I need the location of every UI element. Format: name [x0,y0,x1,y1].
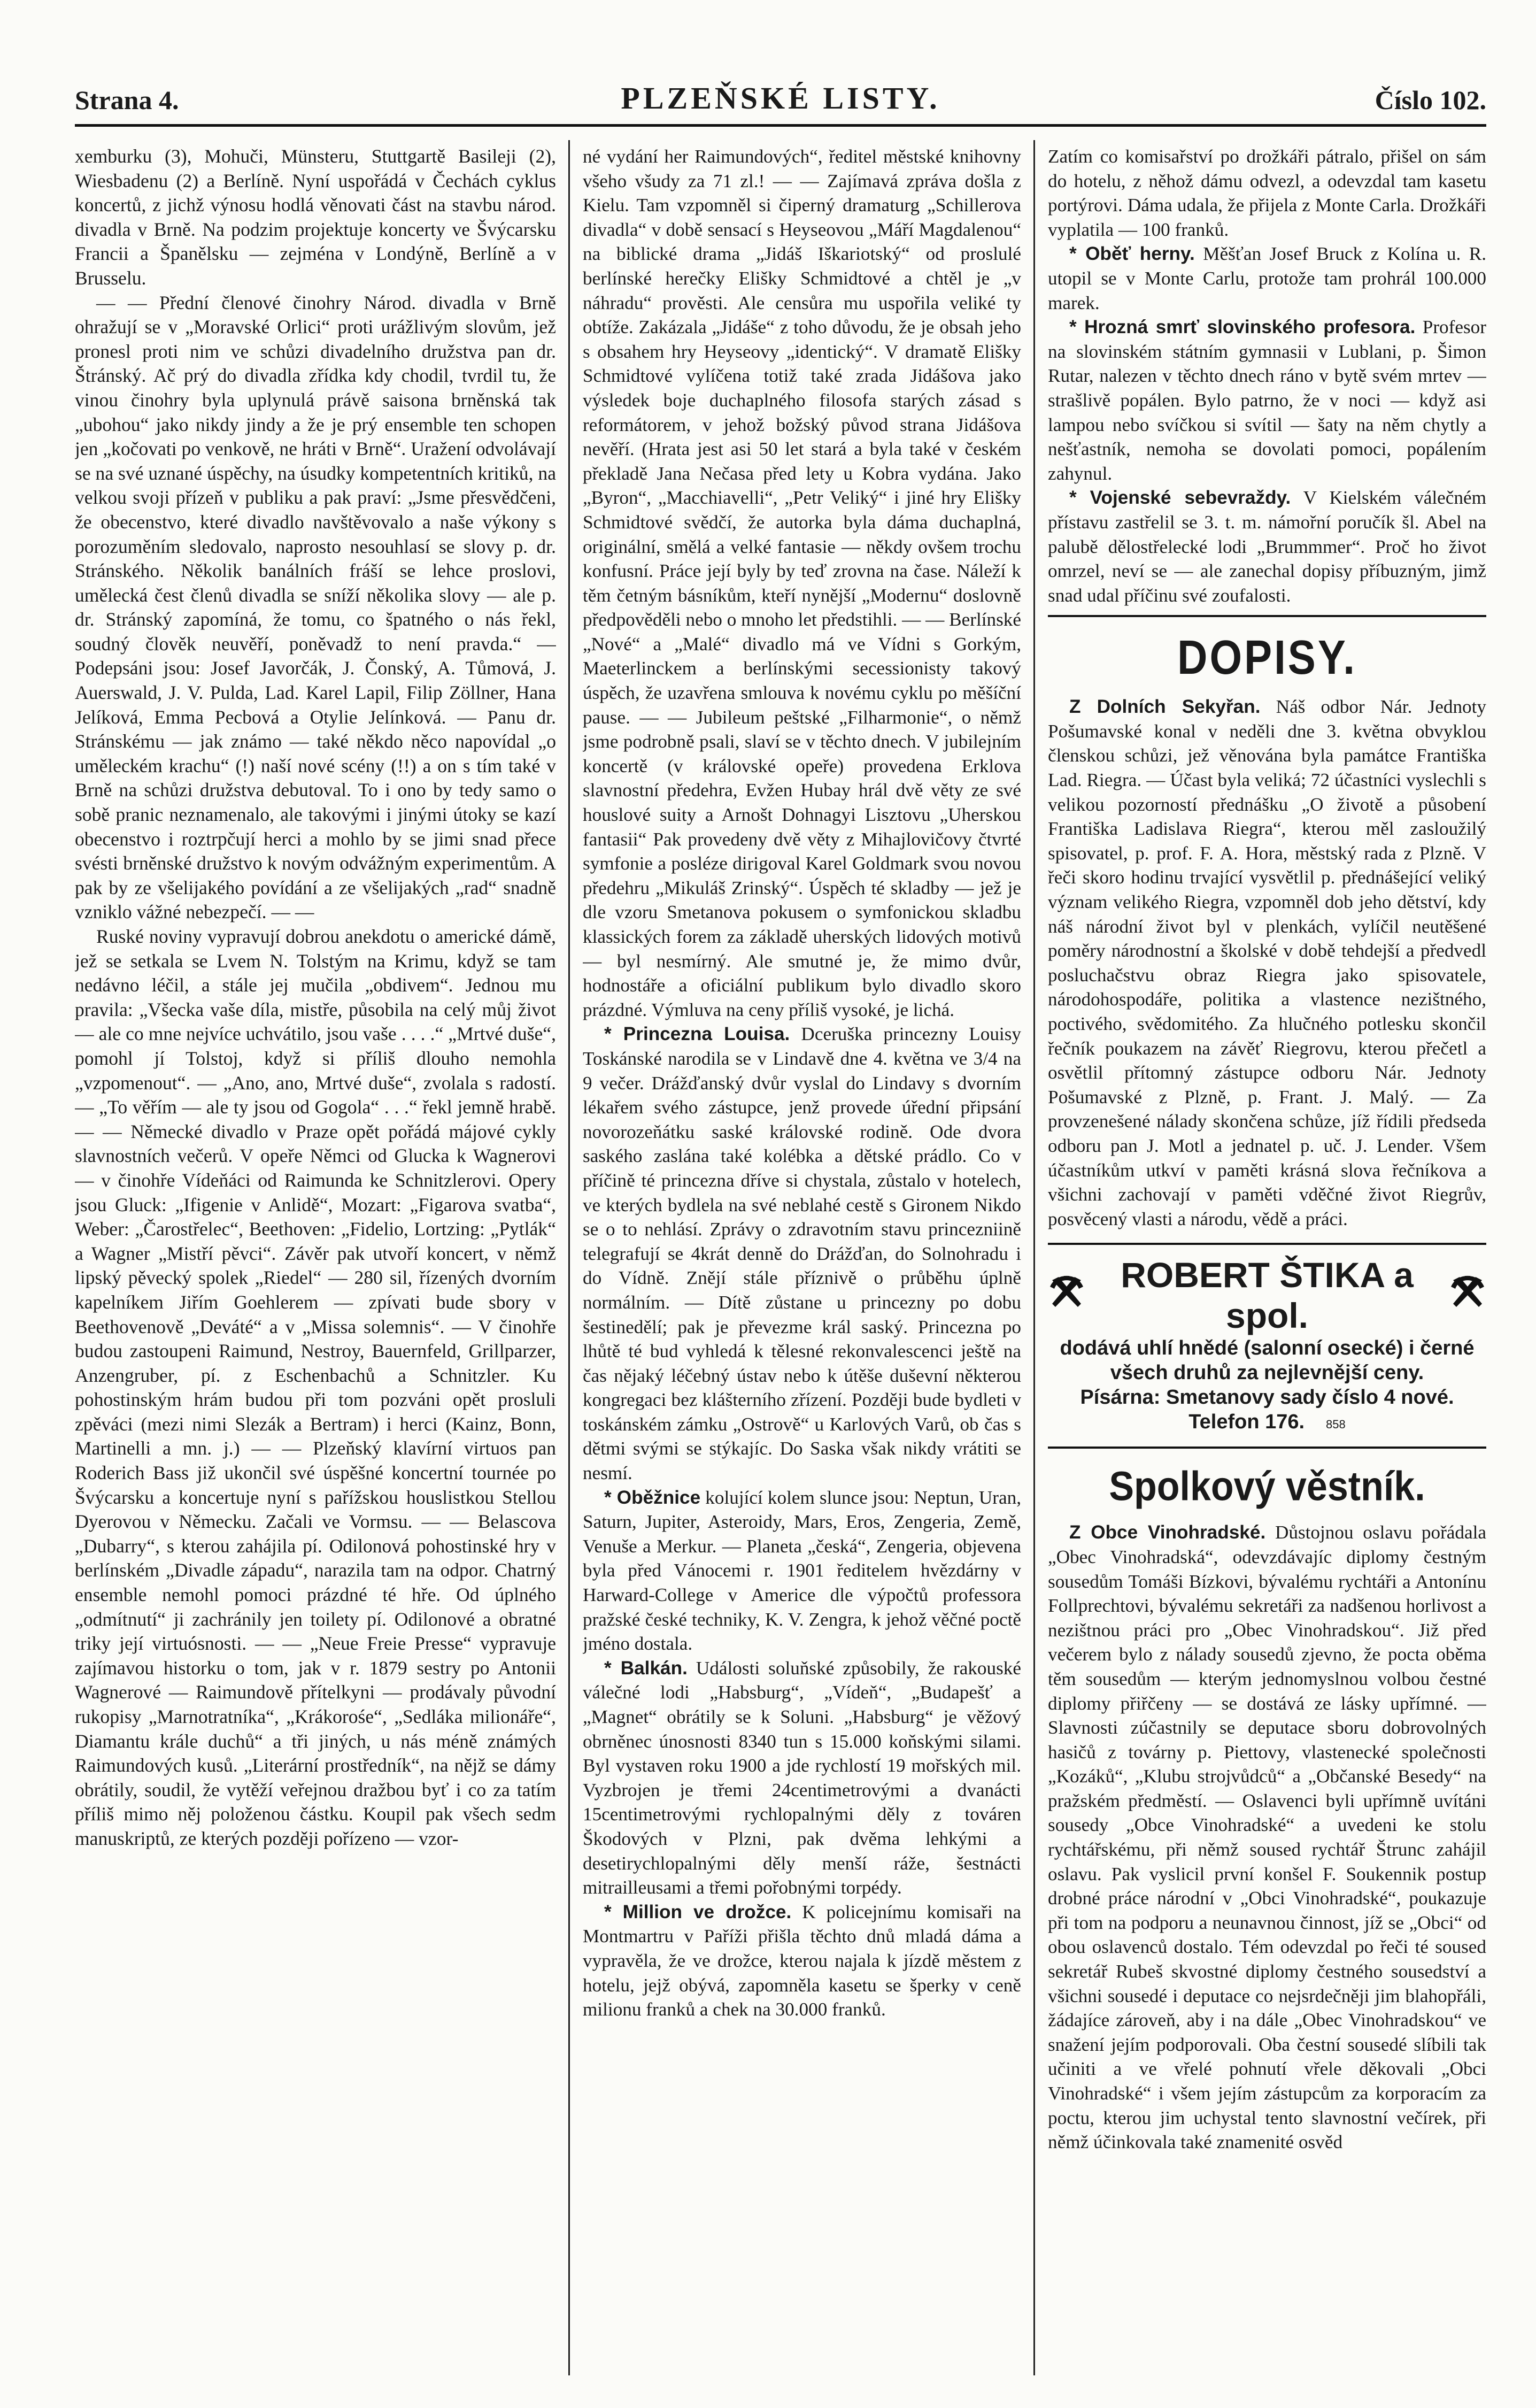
news-item-obeznice [583,1486,1021,1656]
club-text: Důstojnou oslavu pořádala „Obec Vinohradská“, odevzdávajíc diplomy čestným sousedům Tomáši Bízkovi, bývalému rychtáři a Antonínu Follprechtovi, bývalému sekretáři za nadšenou horlivost a nezištnou práci pro „Obec Vinohradskou“. Již před večerem bylo z nálady sousedů zjevno, že pocta oběma těm sousedům — kterým jednomyslnou volbou čestné diplomy přiřčeny — se dostává ze lásky upřímné. — Slavnosti zúčastnily se deputace sboru dobrovolných hasičů z továrny p. Piettovy, vlastenecké společnosti „Kozáků“, „Klubu strojvůdců“ a „Občanské Besedy“ na pražském předměstí. — Oslavenci byli upřímně uvítáni sousedy „Obce Vinohradské“ a uvedeni ke stolu rychtářskému, při němž soused rychtář Štrunc zahájil oslavu. Pak vyslicil první konšel F. Soukennik postup drobné práce národní v „Obci Vinohradské“, poukazuje při tom na podporu a neunavnou činnost, jíž se „Obci“ od obou oslavenců dostalo. Tém odevzdal po řeči té soused sekretář Rubeš skvostné diplomy čestného sousedství a všichni sousedé i deputace co nejsrdečněji jim blahopřáli, žádajíce zároveň, aby i na dále „Obec Vinohradskou“ ve snažení jejím podporovali. Oba čestní sousedé slíbili tak učiniti a ve vřelé pohnutí vřele děkovali „Obci Vinohradské“ i všem jejím zástupcům za korporacím za poctu, kterou jim uchystal tento slavnostní večírek, při němž účinkovala také znamenité osvěd [1048,1522,1486,2153]
hammer-pick-icon [1449,1273,1486,1318]
club-item [1048,1520,1486,2154]
letter-text: Náš odbor Nár. Jednoty Pošumavské konal v neděli dne 3. května obvyklou členskou schůzi, jež věnována byla památce Františka Lad. Riegra. — Účast byla veliká; 72 účastníci vyslechli s velikou pozorností přednášku „O životě a působení Františka Ladislava Riegra“, kterou měl zasloužilý spisovatel, p. prof. F. A. Hora, městský rada z Plzně. V řeči skoro hodinu trvající vysvětlil p. přednášející veliký význam velikého Riegra, vzpomněl dob jeho dětství, kdy náš národní život byl v plenkách, vylíčil neutěšené poměry národnostní a školské v době tehdejší a předvedl posluchačstvu obraz Riegra jako spisovatele, národohospodáře, politika a vlastence nezištného, poctivého, svědomitého. Za hlučného potlesku skončil řečník poukazem na závěť Riegrovu, kterou přečetl a osvětlil přítomný zástupce odboru Nár. Jednoty Pošumavské z Plzně, p. Frant. J. Malý. — Za provzenešené nálady skončena schůze, jíž řídili předseda odboru pan J. Motl a jednatel p. uč. J. Lender. Všem účastníkům utkví v paměti krásná slova řečníkova a všichni zachovají v paměti vděčné život Riegrův, posvěcený vlasti a národu, vědě a práci. [1048,696,1486,1229]
news-item-sebevrazdy [1048,486,1486,607]
club-heading: Z Obce Vinohradské. [1069,1522,1266,1543]
article-paragraph: — — Přední členové činohry Národ. divadla v Brně ohražují se v „Moravské Orlici“ proti urážlivým slovům, jež pronesl proti nim ve schůzi divadelního družstva pan dr. Štránský. Ač prý do divadla zřídka kdy chodil, tvrdil tu, že vinou činohry byla uplynulá právě saisona brněnská tak „ubohou“ jako nikdy jindy a že je prý ensemble ten schopen jen „kočovati po venkově, ne hráti v Brně“. Uražení odvolávají se na své uznané úspěchy, na úsudky kompetentních kritiků, na velkou svoji přízeň v publiku a pak praví: „Jsme přesvědčeni, že obecenstvo, které divadlo navštěvovalo a naše výkony s porozuměním sledovalo, naprosto nesouhlasí se slovy p. dr. Stránského. Několik banálních fráší se lehce proslovi, umělecká čest členů divadla se sníží několika slovy — ale p. dr. Stránský zapomíná, že tomu, co špatného o nás řekl, soudný člověk neuvěří, poněvadž to není pravda.“ — Podepsáni jsou: Josef Javorčák, J. Čonský, A. Tůmová, J. Auerswald, J. V. Pulda, Lad. Karel Lapil, Filip Zöllner, Hana Jelíková, Emma Pecbová a Otylie Jelínková. — Panu dr. Stránskému — jak známo — také někdo něco napovídal „o uměleckém krachu“ (!) naší nové scény (!!) a on s tím také v Brně na schůzi družstva debutoval. To i ono by tedy samo o sobě pranic neznamenalo, ale takovými i jinými útoky se kazí obecenstvo i roztrpčují herci a mohlo by se jimi snad přece svésti brněnské družstvo k novým odvážným experimentům. A pak by ze všelijakého povídání a ze všelijakých „rad“ snadně vzniklo vážné nebezpečí. — — [75,291,556,923]
hammer-pick-icon [1048,1273,1085,1318]
ad-phone: Telefon 176. [1188,1411,1305,1434]
news-item-million [583,1900,1021,2022]
ad-company-name: ROBERT ŠTIKA a spol. [1121,1255,1414,1336]
news-heading: * Hrozná smrť slovinského profesora. [1069,317,1416,338]
ad-company [1048,1255,1486,1336]
news-heading: * Oběť herny. [1069,243,1195,265]
article-paragraph: Zatím co komisařství po drožkáři pátralo, přišel on sám do hotelu, z něhož dámu odvezl, a odevzdal tam kasetu portýrovi. Dáma udala, že přijela z Monte Carla. Drožkáři vyplatila — 100 franků. [1048,146,1486,240]
news-item-profesor [1048,315,1486,486]
ad-line [1048,1410,1486,1437]
ad-line: Písárna: Smetanovy sady číslo 4 nové. [1080,1386,1454,1409]
page-number: Strana 4. [75,85,179,115]
ad-line: všech druhů za nejlevnější ceny. [1110,1361,1424,1384]
masthead [75,75,1486,123]
news-heading: * Million ve drožce. [604,1901,792,1922]
news-text: Dceruška princezny Louisy Toskánské narodila se v Lindavě dne 4. května ve 3/4 na 9 večer. Drážďanský dvůr vyslal do Lindavy s dvorním lékařem svého zástupce, jenž provede úřední připsání novorozeňátku saské královské rodině. Ode dvora saského zaslána také kolébka a dětské prádlo. Co v příčině té princezna dříve si chystala, zůstalo v hotelech, ve kterých bydlela na své neblahé cestě s Gironem Nikdo se o to nehlásí. Zprávy o zdravotním stavu princezniině telegrafují se 4krát denně do Drážďan, do Solnohradu i do Vídně. Znějí stále příznivě o průběhu úplně normálním. — Dítě zůstane u princezny po dobu šestinedělí; pak je převezme král saský. Princezna po lhůtě té bud vyhledá k tělesné rekonvalescenci ještě na čas nějaký léčebný ústav nebo k útěše duševní některou kongregaci bez klášterního zřízení. Později bude bydleti v toskánském zámku „Ostrově“ u Karlových Varů, ob čas s dětmi svými se stýkajíc. Do Saska však nikdy vrátiti se nesmí. [583,1024,1021,1484]
newspaper-title: PLZEŇSKÉ LISTY. [621,81,940,116]
news-item-balkan [583,1656,1021,1900]
article-paragraph: xemburku (3), Mohuči, Münsteru, Stuttgartě Basileji (2), Wiesbadenu (2) a Berlíně. Nyní uspořádá v Čechách cyklus koncertů, z jichž výnosu hodlá věnovati část na stavbu národ. divadla v Brně. Na podzim projektuje koncerty ve Švýcarsku Francii a Španělsku — zejména v Londýně, Berlíně a v Brusselu. [75,145,556,289]
column-divider [568,140,570,2375]
section-title-dopisy: DOPISY. [1177,630,1357,684]
article-paragraph: né vydání her Raimundových“, ředitel městské knihovny všeho všudy za 71 zl.! — — Zajímavá zpráva došla z Kielu. Tam vzpomněl si čiperný dramaturg „Schillerova divadla“ v době sensací s Heyseovou „Máří Magdalenou“ na biblické drama „Jidáš Iškariotský“ od proslulé berlínské herečky Elišky Schmidtové a chtěl je „v náhradu“ prověsti. Ale censůra mu uspořila veliké ty obtíže. Zakázala „Jidáše“ z toho důvodu, že je obsah jeho s obsahem hry Heyseovy „identický“. V dramatě Elišky Schmidtové vylíčena totiž také zrada Jidášova jako výsledek boje duchaplného filosofa starých zásad s reformátorem, v jehož božský původ strana Jidášova nevěří. (Hrata jest asi 50 let stará a byla také v českém překladě Jana Nečasa před lety u Kobra vydána. Jako „Byron“, „Macchiavelli“, „Petr Veliký“ i jiné hry Elišky Schmidtové svědčí, že autorka byla dáma duchaplná, originální, smělá a velké fantasie — někdy ovšem trochu konfusní. Práce její byly by teď zrovna na čase. Náleží k těm četným básníkům, kteří nynější „Modernu“ doslovně předpověděli nebo o mnoho let předstihli. — — Berlínské „Nové“ a „Malé“ divadlo má ve Vídni s Gorkým, Maeterlinckem a berlínskými secessionisty takový úspěch, že uzavřena smlouva k novému cyklu po měšíční pause. — — Jubileum peštské „Filharmonie“, o němž jsme podrobně psali, slaví se v těchto dnech. V jubilejním koncertě (v královské opeře) provedena Erklova slavnostní předehra, Evžen Hubay hrál dvě věty ze své houslové suity a Arnošt Dohnagyi Lisztovu „Uherskou fantasii“ Pak provedeny dvě věty z Mihajlovičovy čtvrté symfonie a posléze dirigoval Karel Goldmark svou novou předehru „Mikuláš Zrinský“. Úspěch té skladby — jež je dle vzoru Smetanova pokusem o symfonickou skladbu klassických forem za základě uherských lidových motivů — byl nesmírný. Ale smutné je, že mimo dvůr, hodnostáře a oficiální publikum bylo divadlo skoro prázdné. Výmluva na ceny příliš vysoké, je lichá. [583,146,1021,1020]
column-2 [583,144,1021,2374]
section-title-spolkovy: Spolkový věstník. [1109,1463,1425,1510]
news-text: kolující kolem slunce jsou: Neptun, Uran, Saturn, Jupiter, Asteroidy, Mars, Eros, Zengeria, Země, Venuše a Merkur. — Planeta „česká“, Zengeria, objevena byla před Vánocemi r. 1901 ředitelem hvězdárny v Harward-College v Americe dle výpočtů professora pražské české techniky, K. V. Zengra, k jehož věčné poctě jméno dostala. [583,1487,1021,1655]
column-3 [1048,144,1486,2374]
ad-line: dodává uhlí hnědé (salonní osecké) i černé [1060,1337,1475,1360]
issue-number: Číslo 102. [1375,85,1486,115]
column-1 [75,144,556,2374]
letter-heading: Z Dolních Sekyřan. [1069,696,1261,718]
news-item-herna [1048,242,1486,315]
news-text: Události soluňské způsobily, že rakouské válečné lodi „Habsburg“, „Vídeň“, „Budapešť a „Magnet“ obrátily se k Soluni. „Habsburg“ je věžový obrněnec únosnosti 8340 tun s 15.000 koňskými silami. Byl vystaven roku 1900 a jde rychlostí 19 mořských mil. Vyzbrojen je třemi 24centimetrovými a dvanácti 15centimetrovými rychlopalnými děly z továren Škodových v Plzni, pak dvěma lehkými a desetirychlopalnými děly menší ráže, šestnácti mitrailleusami a třemi pořobnými torpédy. [583,1657,1021,1898]
news-text: Měšťan Josef Bruck z Kolína u. R. utopil se v Monte Carlu, protože tam prohrál 100.000 marek. [1048,243,1486,313]
article-paragraph: Ruské noviny vypravují dobrou anekdotu o americké dámě, jež se setkala se Lvem N. Tolstým na Krimu, když se tam nedávno léčil, a stále jej mučila „obdivem“. Jednou mu pravila: „Všecka vaše díla, mistře, působila na celý můj život — ale co mne nejvíce uchvátilo, jsou vaše . . . .“ „Mrtvé duše“, pomohl jí Tolstoj, když si příliš dlouho nemohla „vzpomenout“. — „Ano, ano, Mrtvé duše“, zvolala s radostí. — „To věřím — ale ty jsou od Gogola“ . . .“ řekl jemně hrabě. — — Německé divadlo v Praze opět pořádá májové cykly slavnostních večerů. V opeře Němci od Glucka k Wagnerovi — v činohře Vídeňáci od Raimunda ke Schnitzlerovi. Opery jsou Gluck: „Ifigenie v Anlidě“, Mozart: „Figarova svatba“, Weber: „Čarostřelec“, Beethoven: „Fidelio, Lortzing: „Pytlák“ a Wagner „Mistří pěvci“. Závěr pak utvoří koncert, v němž lipský pěvecký spolek „Riedel“ — 280 sil, řízených dvorním kapelníkem Jiřím Goehlerem — zpívati bude sbory v Beethovenově „Deváté“ a v „Missa solemnis“. — V činohře budou zastoupeni Raimund, Nestroy, Bauernfeld, Grillparzer, Anzengruber, pí. z Eschenbachů a Schnitzler. Ku pohostinským hrám budou při tom pozváni opět prosluli zpěváci (mezi nimi Slezák a Bertram) i herci (Kainz, Bonn, Martinelli a mn. j.) — — Plzeňský klavírní virtuos pan Roderich Bass již ukončil své úspěšné koncertní tournée po Švýcarsku a koncertuje nyní s pařížskou houslistkou Stellou Dyerovou v Německu. Začali ve Vormsu. — — Belascova „Dubarry“, s kterou zahájila pí. Odilonová pohostinské hry v berlínském „Divadle západu“, narazila tam na odpor. Chatrný ensemble nemohl pomoci prázdné té hře. Od úplného „odmítnutí“ ji zachránily jen toilety pí. Odilonové a obratné triky její virtuósnosti. — — „Neue Freie Presse“ vypravuje zajímavou historku o tom, jak v r. 1879 sestry po Antonii Wagnerové — Raimundově přítelkyni — prodávaly původní rukopisy „Marnotratníka“, „Krákorośe“, „Sedláka milionáře“, Diamantu krále duchů“ a tři jiných, u nás méně známých Raimundových kusů. „Literární prostředník“, na nějž se dámy obrátily, soudil, že vytěží veřejnou dražbou byť i co za tatím příliš mimo něj položenou částku. Koupil pak všech sedm manuskriptů, ze kterých později pořízeno — vzor- [75,926,556,1849]
section-rule [1048,615,1486,617]
news-heading: * Princezna Louisa. [604,1024,790,1045]
news-heading: * Vojenské sebevraždy. [1069,487,1291,509]
advertisement [1048,1243,1486,1449]
news-text: K policejnímu komisaři na Montmartru v Paříži přišla těchto dnů mladá dáma a vypravěla, že ve drožce, kterou najala k jízdě městem z hotelu, jejž obývá, zapomněla kasetu se šperky v ceně milionu franků a chek na 30.000 franků. [583,1901,1021,2020]
news-text: V Kielském válečném přístavu zastřelil se 3. t. m. námořní poručík šl. Abel na palubě dělostřelecké lodi „Brummmer“. Proč ho život omrzel, neví se — ale zanechal dopisy příbuzným, jimž snad udal příčinu své zoufalosti. [1048,487,1486,606]
ad-number: 858 [1326,1418,1346,1432]
news-heading: * Balkán. [604,1657,688,1679]
news-heading: * Oběžnice [604,1487,701,1508]
letter-item [1048,695,1486,1231]
column-divider [1033,140,1035,2375]
news-text: Profesor na slovinském státním gymnasii v Lublani, p. Šimon Rutar, nalezen v těchto dnech ráno v bytě svém mrtev — strašlivě popálen. Bylo patrno, že v noci — když asi lampou nebo svíčkou si svítil — šaty na něm chytly a nešťastník, nemoha se dovolati pomoci, popálením zahynul. [1048,317,1486,484]
masthead-rule [75,124,1486,127]
news-item-princezna [583,1022,1021,1485]
